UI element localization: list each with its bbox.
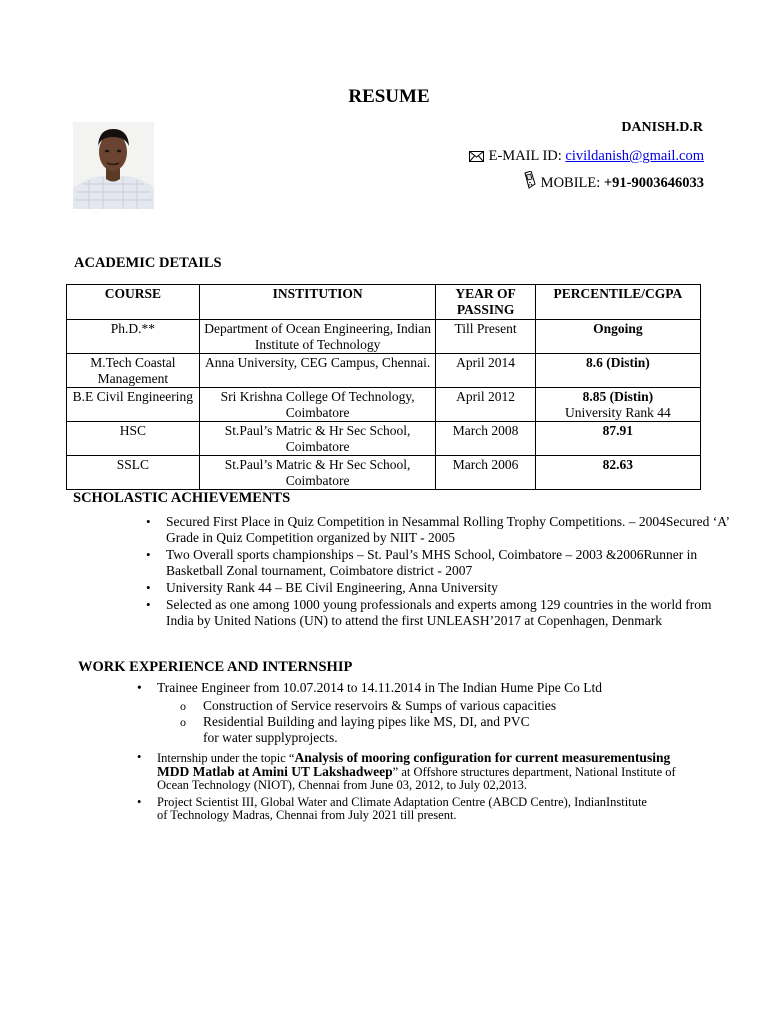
- column-header: COURSE: [67, 285, 200, 320]
- score-cell: 87.91: [535, 422, 700, 456]
- year-cell: April 2014: [436, 354, 535, 388]
- academic-heading: ACADEMIC DETAILS: [74, 255, 222, 271]
- academic-table: [66, 284, 701, 490]
- year-cell: March 2008: [436, 422, 535, 456]
- profile-photo: [73, 122, 154, 209]
- mobile-phone-icon: [522, 171, 536, 194]
- internship-details: ” at Offshore structures department, National Institute of Ocean Technology (NIOT), Chennai from June 03, 2012, to July 02,2013.: [157, 765, 676, 792]
- year-cell: March 2006: [436, 456, 535, 490]
- list-item: • Trainee Engineer from 10.07.2014 to 14.11.2014 in The Indian Hume Pipe Co Ltd: [135, 680, 627, 696]
- email-label: E-MAIL ID:: [488, 148, 566, 164]
- column-header: PERCENTILE/CGPA: [535, 285, 700, 320]
- work-list: [135, 680, 695, 822]
- table-row: [67, 456, 701, 490]
- score-value: 8.85 (Distin): [582, 389, 654, 404]
- institution-cell: St.Paul’s Matric & Hr Sec School, Coimbatore: [199, 456, 436, 490]
- table-row: [67, 422, 701, 456]
- course-cell: SSLC: [67, 456, 200, 490]
- table-row: [67, 388, 701, 422]
- course-cell: M.Tech Coastal Management: [67, 354, 200, 388]
- table-row: [67, 320, 701, 354]
- year-cell: April 2012: [436, 388, 535, 422]
- sub-list-item: o Construction of Service reservoirs & Sumps of various capacities: [135, 698, 603, 714]
- course-cell: B.E Civil Engineering: [67, 388, 200, 422]
- score-cell: [535, 388, 700, 422]
- internship-topic: Analysis of mooring configuration for current measurementusing MDD Matlab at Amini UT Lakshadweep: [157, 750, 671, 779]
- mobile-line: [522, 171, 704, 194]
- score-cell: 8.6 (Distin): [535, 354, 700, 388]
- candidate-name: DANISH.D.R: [621, 120, 703, 135]
- course-cell: HSC: [67, 422, 200, 456]
- mobile-label: MOBILE:: [540, 175, 604, 191]
- institution-cell: Sri Krishna College Of Technology, Coimbatore: [199, 388, 436, 422]
- table-header-row: [67, 285, 701, 320]
- email-line: [469, 148, 704, 167]
- column-header: YEAR OF PASSING: [436, 285, 535, 320]
- score-cell: 82.63: [535, 456, 700, 490]
- list-item: • Two Overall sports championships – St. Paul’s MHS School, Coimbatore – 2003 &2006Runner in Basketball Zonal tournament, Coimbatore district - 2007: [166, 547, 731, 579]
- work-heading: WORK EXPERIENCE AND INTERNSHIP: [78, 659, 353, 675]
- email-link[interactable]: civildanish@gmail.com: [565, 148, 704, 164]
- score-note: University Rank 44: [564, 404, 671, 420]
- page-title: RESUME: [348, 86, 430, 107]
- envelope-icon: [469, 150, 484, 167]
- list-item: • Secured First Place in Quiz Competition in Nesammal Rolling Trophy Competitions. – 2004Secured ‘A’ Grade in Quiz Competition organized by NIIT - 2005: [166, 514, 731, 546]
- year-cell: Till Present: [436, 320, 535, 354]
- institution-cell: St.Paul’s Matric & Hr Sec School, Coimbatore: [199, 422, 436, 456]
- internship-prefix: Internship under the topic “: [157, 751, 295, 765]
- institution-cell: Anna University, CEG Campus, Chennai.: [199, 354, 436, 388]
- achievements-list: [140, 514, 731, 630]
- institution-cell: Department of Ocean Engineering, Indian Institute of Technology: [199, 320, 436, 354]
- table-row: [67, 354, 701, 388]
- list-item: • Selected as one among 1000 young professionals and experts among 129 countries in the world from India by United Nations (UN) to attend the first UNLEASH’2017 at Copenhagen, Denmark: [166, 597, 731, 629]
- list-item: [135, 751, 677, 792]
- mobile-number: +91-9003646033: [603, 175, 704, 191]
- list-item: • Project Scientist III, Global Water and Climate Adaptation Centre (ABCD Centre), IndianInstitute of Technology Madras, Chennai from July 2021 till present.: [135, 796, 657, 822]
- scholastic-heading: SCHOLASTIC ACHIEVEMENTS: [73, 490, 291, 506]
- list-item: • University Rank 44 – BE Civil Engineering, Anna University: [166, 580, 731, 596]
- sub-list-item: o Residential Building and laying pipes like MS, DI, and PVC for water supplyprojects.: [135, 714, 548, 746]
- course-cell: Ph.D.**: [67, 320, 200, 354]
- column-header: INSTITUTION: [199, 285, 436, 320]
- score-cell: Ongoing: [535, 320, 700, 354]
